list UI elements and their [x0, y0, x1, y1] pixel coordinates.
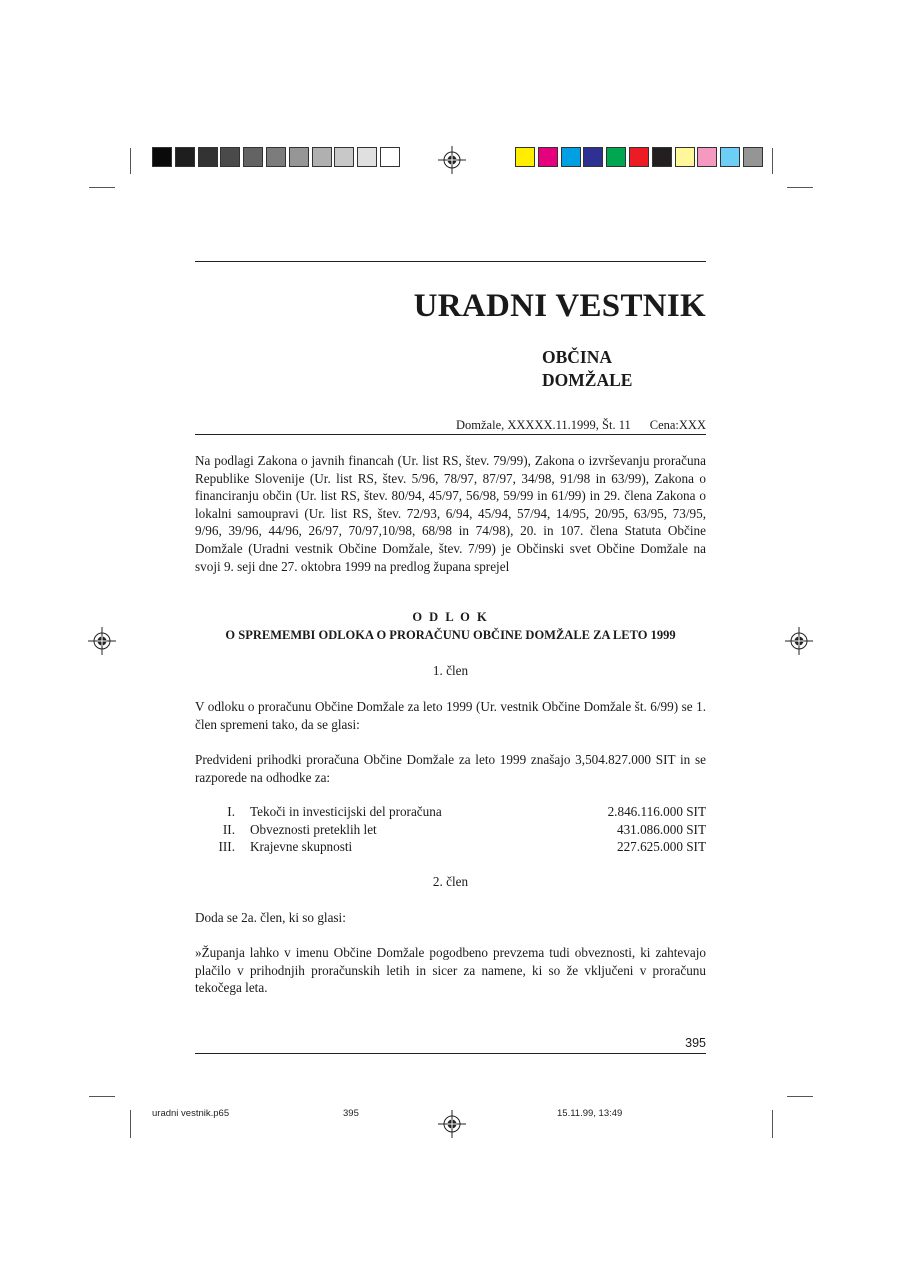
item-number: I.: [227, 804, 235, 819]
article-2-heading: 2. člen: [432, 874, 469, 889]
item-number: II.: [222, 821, 235, 837]
item-label: Tekoči in investicijski del proračuna: [250, 804, 442, 819]
color-swatch: [289, 147, 309, 167]
municipality-name-line1: OBČINA: [542, 347, 613, 367]
color-swatch: [380, 147, 400, 167]
color-swatch: [675, 147, 695, 167]
color-swatch: [312, 147, 332, 167]
list-item: [195, 803, 706, 821]
article-2-paragraph-1: Doda se 2a. člen, ki so glasi:: [195, 910, 346, 925]
color-swatch: [629, 147, 649, 167]
footer-rule: [195, 1053, 706, 1054]
crop-mark: [787, 1096, 813, 1097]
price: Cena:XXX: [649, 418, 706, 432]
header-bottom-rule: [195, 434, 706, 435]
page-number: 395: [685, 1036, 706, 1050]
color-swatch: [515, 147, 535, 167]
item-label: Obveznosti preteklih let: [250, 821, 377, 837]
issue-line: [195, 418, 706, 433]
item-label: Krajevne skupnosti: [250, 839, 353, 855]
color-swatch: [152, 147, 172, 167]
grayscale-calibration-bar: [152, 147, 403, 167]
article-1-paragraph-1: V odloku o proračunu Občine Domžale za leto 1999 (Ur. vestnik Občine Domžale št. 6/99) se 1. člen spremeni tako, da se glasi:: [195, 699, 706, 732]
publication-title: URADNI VESTNIK: [413, 288, 706, 324]
color-swatch: [652, 147, 672, 167]
item-amount: 227.625.000 SIT: [616, 839, 706, 855]
expenditure-list: [195, 803, 706, 856]
list-item: [195, 821, 706, 839]
crop-mark: [772, 1110, 773, 1138]
registration-mark-icon: [785, 627, 813, 655]
color-swatch: [198, 147, 218, 167]
article-1-heading: 1. člen: [432, 663, 469, 678]
crop-mark: [130, 148, 131, 174]
color-swatch: [357, 147, 377, 167]
preamble-paragraph: Na podlagi Zakona o javnih financah (Ur. list RS, štev. 79/99), Zakona o izvrševanju proračuna Republike Slovenije (Ur. list RS, štev. 5/96, 78/97, 87/97, 34/98, 91/98 in 63/99), Zakona o financiranju občin (Ur. list RS, štev. 80/94, 45/97, 56/98, 59/99 in 61/99) in 29. člena Zakona o lokalni samoupravi (Ur. list RS, štev. 72/93, 6/94, 45/94, 57/94, 14/95, 20/95, 63/95, 73/95, 9/96, 39/96, 44/96, 26/97, 70/97,10/98, 68/98 in 74/98), 20. in 107. člena Statuta Občine Domžale (Uradni vestnik Občine Domžale, štev. 7/99) je Občinski svet Občine Domžale na svoji 9. seji dne 27. oktobra 1999 na predlog župana sprejel: [195, 453, 706, 574]
color-swatch: [266, 147, 286, 167]
slug-datetime: 15.11.99, 13:49: [557, 1108, 623, 1119]
slug-page: 395: [343, 1108, 359, 1119]
color-swatch: [743, 147, 763, 167]
item-number: III.: [218, 839, 235, 855]
color-swatch: [606, 147, 626, 167]
crop-mark: [89, 187, 115, 188]
header-top-rule: [195, 261, 706, 262]
municipality-name-line2: DOMŽALE: [542, 370, 633, 390]
item-amount: 431.086.000 SIT: [616, 821, 706, 837]
crop-mark: [787, 187, 813, 188]
color-swatch: [538, 147, 558, 167]
color-swatch: [220, 147, 240, 167]
color-swatch: [583, 147, 603, 167]
color-swatch: [697, 147, 717, 167]
color-swatch: [561, 147, 581, 167]
decree-title: O SPREMEMBI ODLOKA O PRORAČUNU OBČINE DOMŽALE ZA LETO 1999: [225, 628, 676, 642]
color-calibration-bar: [515, 147, 766, 167]
registration-mark-icon: [438, 1110, 466, 1138]
article-1-paragraph-2: Predvideni prihodki proračuna Občine Domžale za leto 1999 znašajo 3,504.827.000 SIT in se razporede na odhodke za:: [195, 752, 706, 785]
decree-heading: O D L O K: [412, 610, 489, 624]
crop-mark: [772, 148, 773, 174]
color-swatch: [175, 147, 195, 167]
list-item: [195, 838, 706, 856]
registration-mark-icon: [438, 146, 466, 174]
color-swatch: [243, 147, 263, 167]
crop-mark: [89, 1096, 115, 1097]
color-swatch: [720, 147, 740, 167]
issue-info: Domžale, XXXXX.11.1999, Št. 11: [456, 418, 631, 432]
crop-mark: [130, 1110, 131, 1138]
slug-filename: uradni vestnik.p65: [152, 1108, 230, 1119]
color-swatch: [334, 147, 354, 167]
article-2-paragraph-2: »Županja lahko v imenu Občine Domžale pogodbeno prevzema tudi obveznosti, ki zahtevajo plačilo v prihodnjih proračunskih letih in sicer za namene, ki so že vključeni v proračunu tekočega leta.: [195, 945, 706, 996]
item-amount: 2.846.116.000 SIT: [607, 804, 706, 819]
registration-mark-icon: [88, 627, 116, 655]
